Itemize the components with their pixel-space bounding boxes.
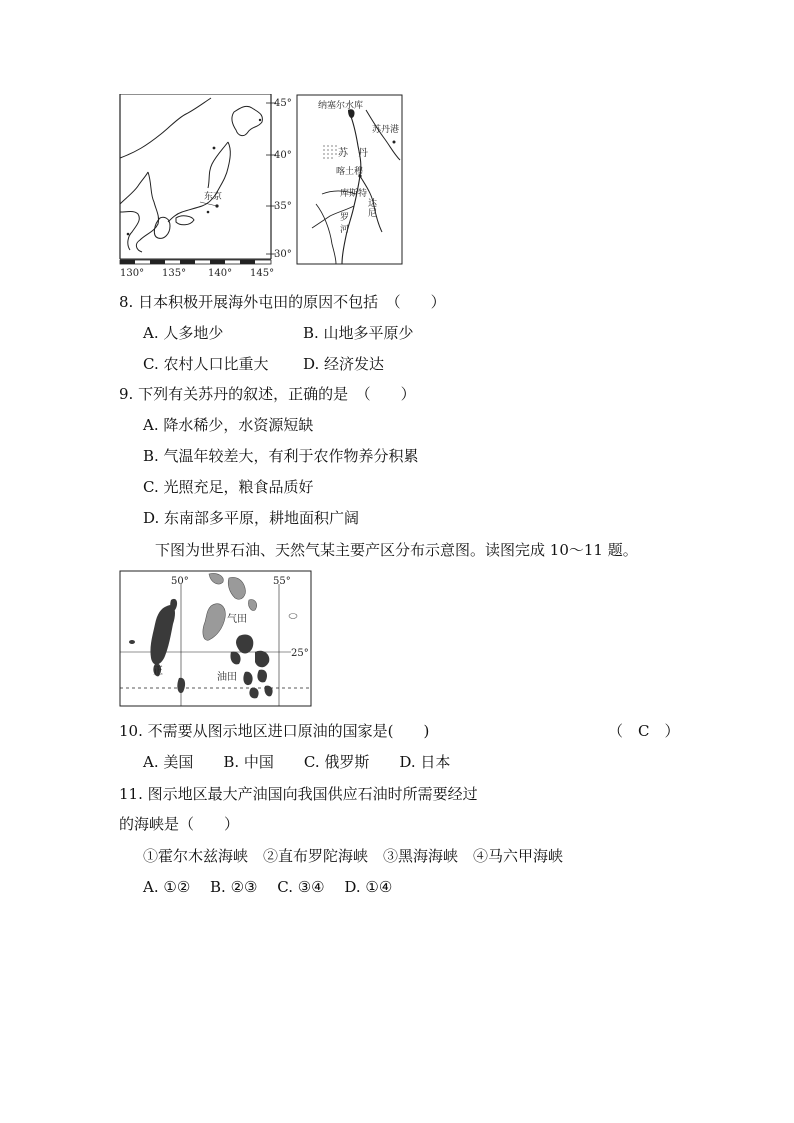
q8-option-d: D. 经济发达 [303, 355, 385, 373]
lon-label-130: 130° [120, 268, 145, 279]
label-dan: 丹 [358, 148, 368, 159]
q11-stem-line1: 11. 图示地区最大产油国向我国供应石油时所需要经过 [119, 785, 478, 803]
label-luo: 罗 [340, 213, 350, 223]
gulf-map [119, 570, 313, 708]
gas-field-label: 气田 [227, 614, 247, 625]
japan-map [116, 94, 294, 284]
q9-stem: 9. 下列有关苏丹的叙述，正确的是 （ ） [119, 385, 416, 403]
q8-option-b: B. 山地多平原少 [303, 324, 414, 342]
q9-option-b: B. 气温年较差大，有利于农作物养分积累 [143, 447, 419, 465]
lon-label-135: 135° [162, 268, 187, 279]
lat-label-40: 40° [274, 150, 292, 161]
label-port-sudan: 苏丹港 [372, 125, 400, 135]
label-da: 达 [368, 199, 378, 209]
lon-label-145: 145° [250, 268, 275, 279]
gulf-map-graphic [119, 570, 313, 708]
q11-options: A. ①② B. ②③ C. ③④ D. ①④ [143, 878, 393, 896]
q10-stem: 10. 不需要从图示地区进口原油的国家是( ) [119, 722, 430, 740]
q8-option-a: A. 人多地少 [143, 324, 224, 342]
lon-label-55: 55° [273, 576, 291, 587]
q8-stem: 8. 日本积极开展海外屯田的原因不包括 （ ） [119, 293, 446, 311]
label-khartoum: 喀土穆 [336, 167, 364, 177]
intro-text: 下图为世界石油、天然气某主要产区分布示意图。读图完成 10～11 题。 [155, 541, 638, 559]
q9-option-d: D. 东南部多平原，耕地面积广阔 [143, 509, 360, 527]
lon-label-140: 140° [208, 268, 233, 279]
lat-label-30: 30° [274, 249, 292, 260]
tokyo-label: 东京 [204, 192, 223, 202]
q8-option-c: C. 农村人口比重大 [143, 355, 269, 373]
label-kosti: 库斯特 [340, 189, 368, 199]
q11-straits: ①霍尔木兹海峡 ②直布罗陀海峡 ③黑海海峡 ④马六甲海峡 [143, 847, 564, 865]
lat-label-35: 35° [274, 201, 292, 212]
q9-option-c: C. 光照充足，粮食品质好 [143, 478, 314, 496]
lat-label-25: 25° [291, 648, 309, 659]
sudan-map-graphic [296, 94, 404, 266]
edge-label: 正 [153, 666, 163, 677]
q11-stem-line2: 的海峡是（ ） [119, 815, 240, 833]
label-ni: 尼 [368, 209, 378, 219]
oil-field-label: 油田 [217, 672, 237, 683]
q10-options: A. 美国 B. 中国 C. 俄罗斯 D. 日本 [143, 753, 451, 771]
label-nasser-reservoir: 纳塞尔水库 [318, 101, 364, 111]
label-he: 河 [340, 225, 350, 235]
lon-label-50: 50° [171, 576, 189, 587]
lat-label-45: 45° [274, 98, 292, 109]
q10-answer: （ C ） [608, 722, 680, 740]
japan-map-graphic [116, 94, 294, 284]
q9-option-a: A. 降水稀少，水资源短缺 [143, 416, 314, 434]
label-su: 苏 [338, 148, 348, 159]
sudan-map [296, 94, 404, 266]
